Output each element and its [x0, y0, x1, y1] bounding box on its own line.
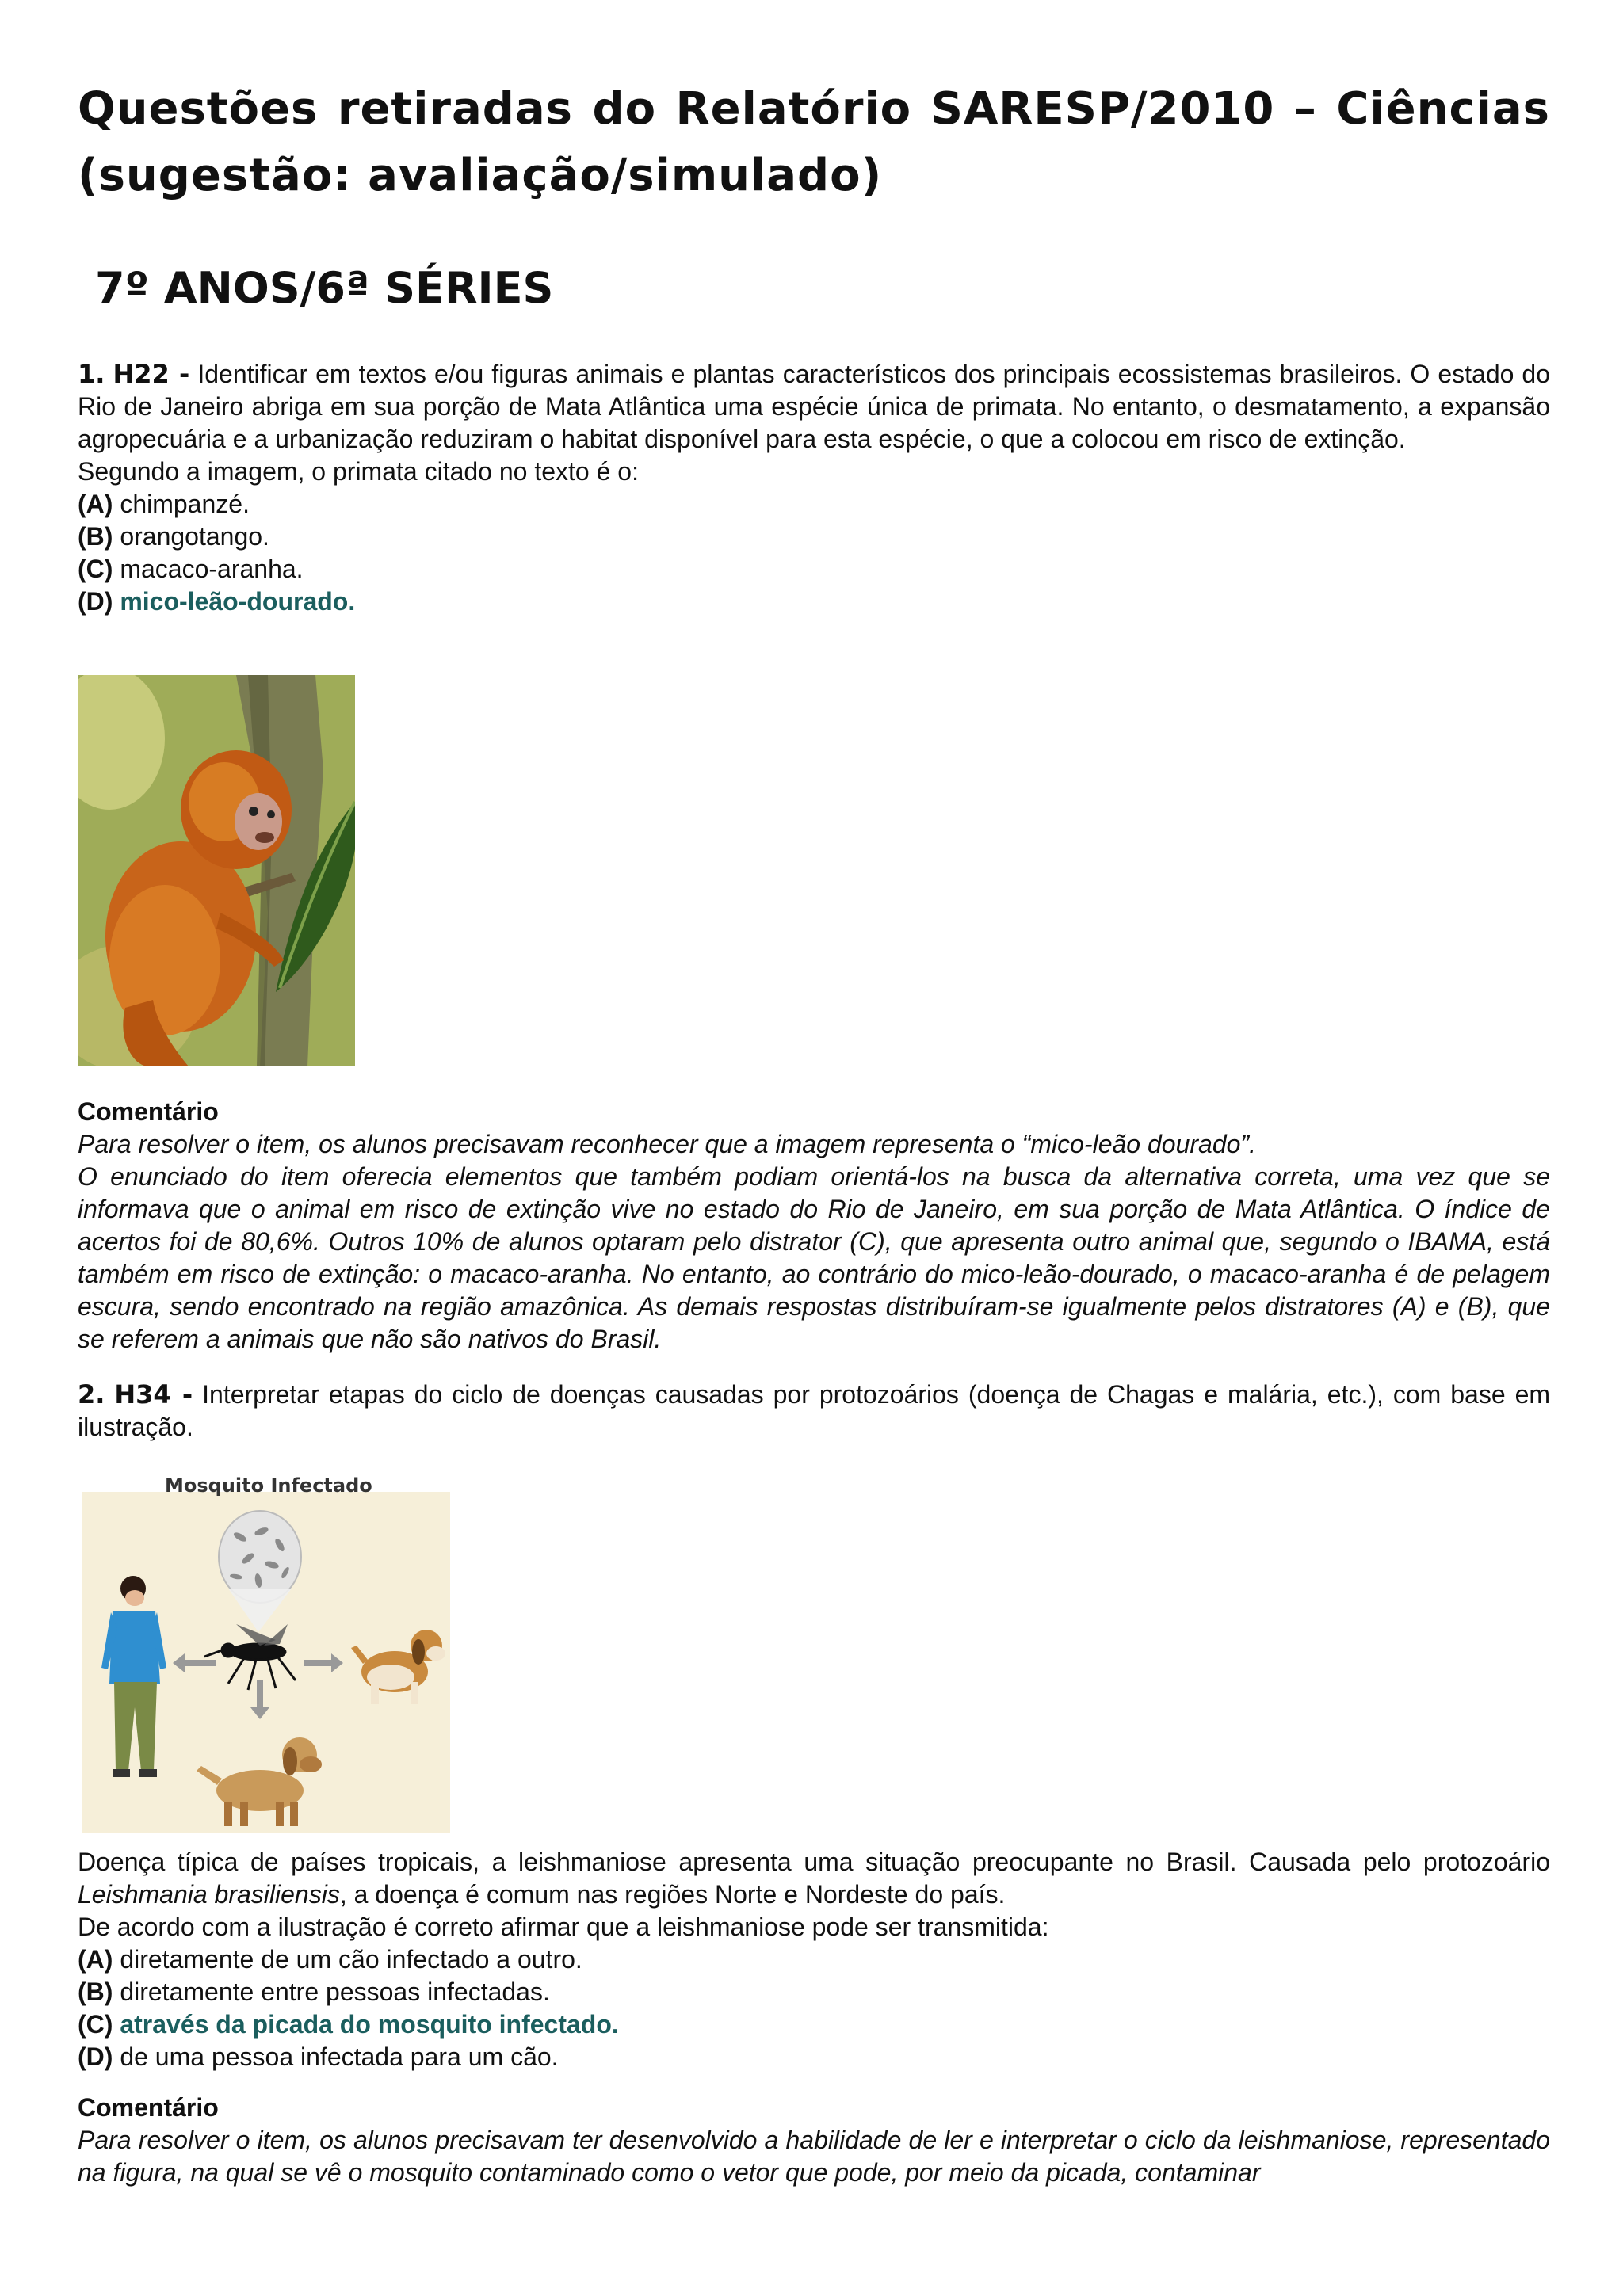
question-1-option-d: (D) mico-leão-dourado.	[78, 587, 356, 616]
question-2-option-a: (A) diretamente de um cão infectado a outro.	[78, 1945, 582, 1974]
question-2-correct-answer: através da picada do mosquito infectado.	[120, 2010, 619, 2039]
question-1-prompt: Segundo a imagem, o primata citado no texto é o:	[78, 457, 639, 486]
question-2-stem-text: Doença típica de países tropicais, a leishmaniose apresenta uma situação preocupante no Brasil. Causada pelo protozoário Leishmania brasiliensis, a doença é comum nas regiões Norte e Nordeste do país.	[78, 1848, 1550, 1909]
question-2-comment-text: Para resolver o item, os alunos precisavam ter desenvolvido a habilidade de ler e interpretar o ciclo da leishmaniose, representado na figura, na qual se vê o mosquito contaminado como o vetor que pode, por meio da picada, contaminar	[78, 2126, 1550, 2187]
question-2-option-d: (D) de uma pessoa infectada para um cão.	[78, 2042, 559, 2071]
question-2-comment-title: Comentário	[78, 2093, 219, 2122]
figure-label: Mosquito Infectado	[165, 1474, 372, 1497]
question-2-body	[78, 1846, 1550, 2073]
species-name: Leishmania brasiliensis	[78, 1880, 340, 1909]
question-2-prompt: De acordo com a ilustração é correto afirmar que a leishmaniose pode ser transmitida:	[78, 1913, 1049, 1941]
question-1-correct-answer: mico-leão-dourado.	[120, 587, 356, 616]
question-1-option-c: (C) macaco-aranha.	[78, 555, 304, 583]
question-1-comment-line-2: O enunciado do item oferecia elementos que também podiam orientá-los na busca da alternativa correta, uma vez que se informava que o animal em risco de extinção vive no estado do Rio de Janeiro, em sua porção de Mata Atlântica. O índice de acertos foi de 80,6%. Outros 10% de alunos optaram pelo distrator (C), que apresenta outro animal que, segundo o IBAMA, está também em risco de extinção: o macaco-aranha. No entanto, ao contrário do mico-leão-dourado, o macaco-aranha é de pelagem escura, sendo encontrado na região amazônica. As demais respostas distribuíram-se igualmente pelos distratores (A) e (B), que se referem a animais que não são nativos do Brasil.	[78, 1162, 1550, 1353]
question-1-option-a: (A) chimpanzé.	[78, 490, 250, 518]
question-1-number: 1.	[78, 359, 105, 389]
page-title: Questões retiradas do Relatório SARESP/2010 – Ciências (sugestão: avaliação/simulado)	[78, 83, 1550, 201]
question-1-stem	[78, 358, 1550, 456]
series-heading: 7º ANOS/6ª SÉRIES	[95, 263, 554, 313]
golden-lion-tamarin-photo	[78, 675, 355, 1066]
question-2-stem	[78, 1379, 1550, 1444]
question-1-code: H22 -	[113, 359, 190, 389]
question-2-option-b: (B) diretamente entre pessoas infectadas.	[78, 1978, 550, 2006]
question-2-option-c: (C) através da picada do mosquito infectado.	[78, 2010, 619, 2039]
question-2-code: H34 -	[114, 1379, 193, 1409]
question-1-comment-title: Comentário	[78, 1097, 219, 1126]
question-1-option-b: (B) orangotango.	[78, 522, 269, 551]
question-1-comment-line-1: Para resolver o item, os alunos precisavam reconhecer que a imagem representa o “mico-leão dourado”.	[78, 1130, 1256, 1158]
question-2-skill: Interpretar etapas do ciclo de doenças causadas por protozoários (doença de Chagas e malária, etc.), com base em ilustração.	[78, 1380, 1551, 1441]
question-1	[78, 358, 1550, 618]
question-2-comment	[78, 2092, 1550, 2189]
question-1-text: Identificar em textos e/ou figuras animais e plantas característicos dos principais ecossistemas brasileiros. O estado do Rio de Janeiro abriga em sua porção de Mata Atlântica uma espécie única de primata. No entanto, o desmatamento, a expansão agropecuária e a urbanização reduziram o habitat disponível para esta espécie, o que a colocou em risco de extinção.	[78, 360, 1551, 453]
leishmaniasis-cycle-illustration	[78, 1470, 450, 1833]
question-2	[78, 1379, 1550, 1444]
question-1-comment	[78, 1096, 1550, 1356]
question-2-number: 2.	[78, 1379, 105, 1409]
